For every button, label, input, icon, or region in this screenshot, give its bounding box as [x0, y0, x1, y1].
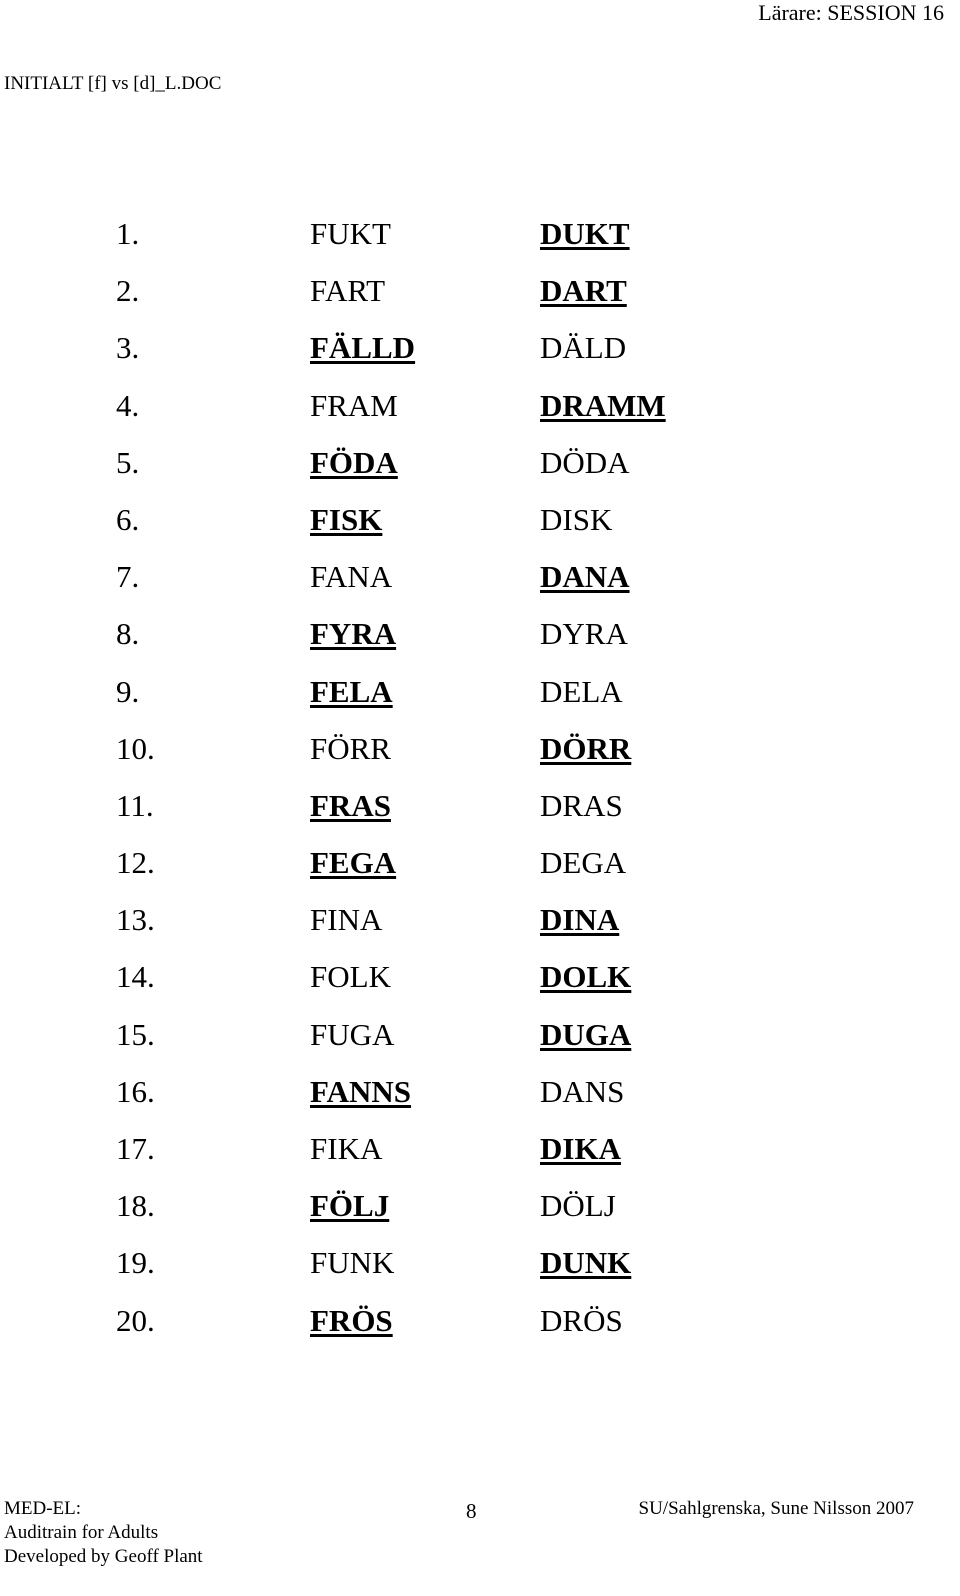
- word-d: DYRA: [540, 616, 628, 652]
- word-d: DÖRR: [540, 730, 632, 766]
- word-d: DELA: [540, 673, 623, 709]
- word-pair-list: [0, 210, 960, 1354]
- item-number: 6.: [116, 501, 140, 537]
- word-f: FYRA: [310, 616, 397, 652]
- item-number: 19.: [116, 1245, 155, 1281]
- word-pair-row: [0, 1068, 960, 1125]
- word-f: FART: [310, 273, 386, 309]
- footer-credit: SU/Sahlgrenska, Sune Nilsson 2007: [638, 1498, 914, 1519]
- word-pair-row: [0, 324, 960, 381]
- word-f: FUKT: [310, 216, 391, 251]
- item-number: 11.: [116, 787, 154, 823]
- item-number: 13.: [116, 902, 155, 938]
- page-number: 8: [466, 1499, 477, 1523]
- item-number: 16.: [116, 1073, 155, 1109]
- word-d: DÖLJ: [540, 1188, 616, 1224]
- item-number: 4.: [116, 387, 140, 423]
- word-pair-row: [0, 1297, 960, 1354]
- word-d: DEGA: [540, 845, 627, 881]
- word-f: FANNS: [310, 1073, 412, 1109]
- footer-line-developer: Developed by Geoff Plant: [4, 1546, 203, 1567]
- word-pair-row: [0, 610, 960, 667]
- word-pair-row: [0, 553, 960, 610]
- word-f: FRAM: [310, 387, 398, 423]
- item-number: 20.: [116, 1302, 155, 1338]
- word-f: FUNK: [310, 1245, 395, 1281]
- word-pair-row: [0, 1011, 960, 1068]
- word-f: FÖRR: [310, 730, 391, 766]
- word-pair-row: [0, 1125, 960, 1182]
- word-d: DANS: [540, 1073, 625, 1109]
- word-pair-row: [0, 1239, 960, 1296]
- word-f: FELA: [310, 673, 393, 709]
- word-f: FÖDA: [310, 444, 398, 480]
- word-f: FÖLJ: [310, 1188, 390, 1224]
- word-f: FANA: [310, 559, 393, 595]
- footer-program-info: [4, 1497, 203, 1569]
- word-f: FEGA: [310, 845, 397, 881]
- word-d: DISK: [540, 501, 613, 537]
- word-d: DÖDA: [540, 444, 630, 480]
- word-f: FOLK: [310, 959, 391, 995]
- word-pair-row: [0, 782, 960, 839]
- word-pair-row: [0, 1182, 960, 1239]
- item-number: 1.: [116, 216, 140, 251]
- word-f: FISK: [310, 501, 383, 537]
- item-number: 15.: [116, 1016, 155, 1052]
- word-pair-row: [0, 382, 960, 439]
- item-number: 7.: [116, 559, 140, 595]
- word-d: DRÖS: [540, 1302, 623, 1338]
- word-pair-row: [0, 210, 960, 267]
- word-f: FUGA: [310, 1016, 395, 1052]
- item-number: 5.: [116, 444, 140, 480]
- footer-line-med-el: MED-EL:: [4, 1498, 82, 1519]
- item-number: 10.: [116, 730, 155, 766]
- word-pair-row: [0, 668, 960, 725]
- word-f: FIKA: [310, 1131, 383, 1166]
- item-number: 17.: [116, 1131, 155, 1166]
- word-d: DOLK: [540, 959, 632, 995]
- item-number: 9.: [116, 673, 140, 709]
- word-d: DINA: [540, 902, 620, 938]
- item-number: 12.: [116, 845, 155, 881]
- word-d: DRAS: [540, 787, 623, 823]
- word-f: FÄLLD: [310, 330, 416, 366]
- item-number: 18.: [116, 1188, 155, 1224]
- word-f: FRAS: [310, 787, 391, 823]
- word-d: DÄLD: [540, 330, 627, 366]
- word-f: FRÖS: [310, 1302, 393, 1338]
- word-d: DIKA: [540, 1131, 621, 1166]
- word-d: DUGA: [540, 1016, 632, 1052]
- word-pair-row: [0, 496, 960, 553]
- word-pair-row: [0, 896, 960, 953]
- word-d: DANA: [540, 559, 630, 595]
- word-d: DUKT: [540, 216, 630, 251]
- word-pair-row: [0, 953, 960, 1010]
- word-pair-row: [0, 267, 960, 324]
- item-number: 2.: [116, 273, 140, 309]
- item-number: 8.: [116, 616, 140, 652]
- word-d: DUNK: [540, 1245, 632, 1281]
- word-pair-row: [0, 725, 960, 782]
- word-f: FINA: [310, 902, 383, 938]
- footer-line-auditrain: Auditrain for Adults: [4, 1522, 159, 1543]
- word-d: DART: [540, 273, 627, 309]
- document-filename: INITIALT [f] vs [d]_L.DOC: [4, 73, 222, 94]
- item-number: 14.: [116, 959, 155, 995]
- word-pair-row: [0, 439, 960, 496]
- item-number: 3.: [116, 330, 140, 366]
- session-label: Lärare: SESSION 16: [758, 0, 944, 25]
- word-pair-row: [0, 839, 960, 896]
- word-d: DRAMM: [540, 387, 666, 423]
